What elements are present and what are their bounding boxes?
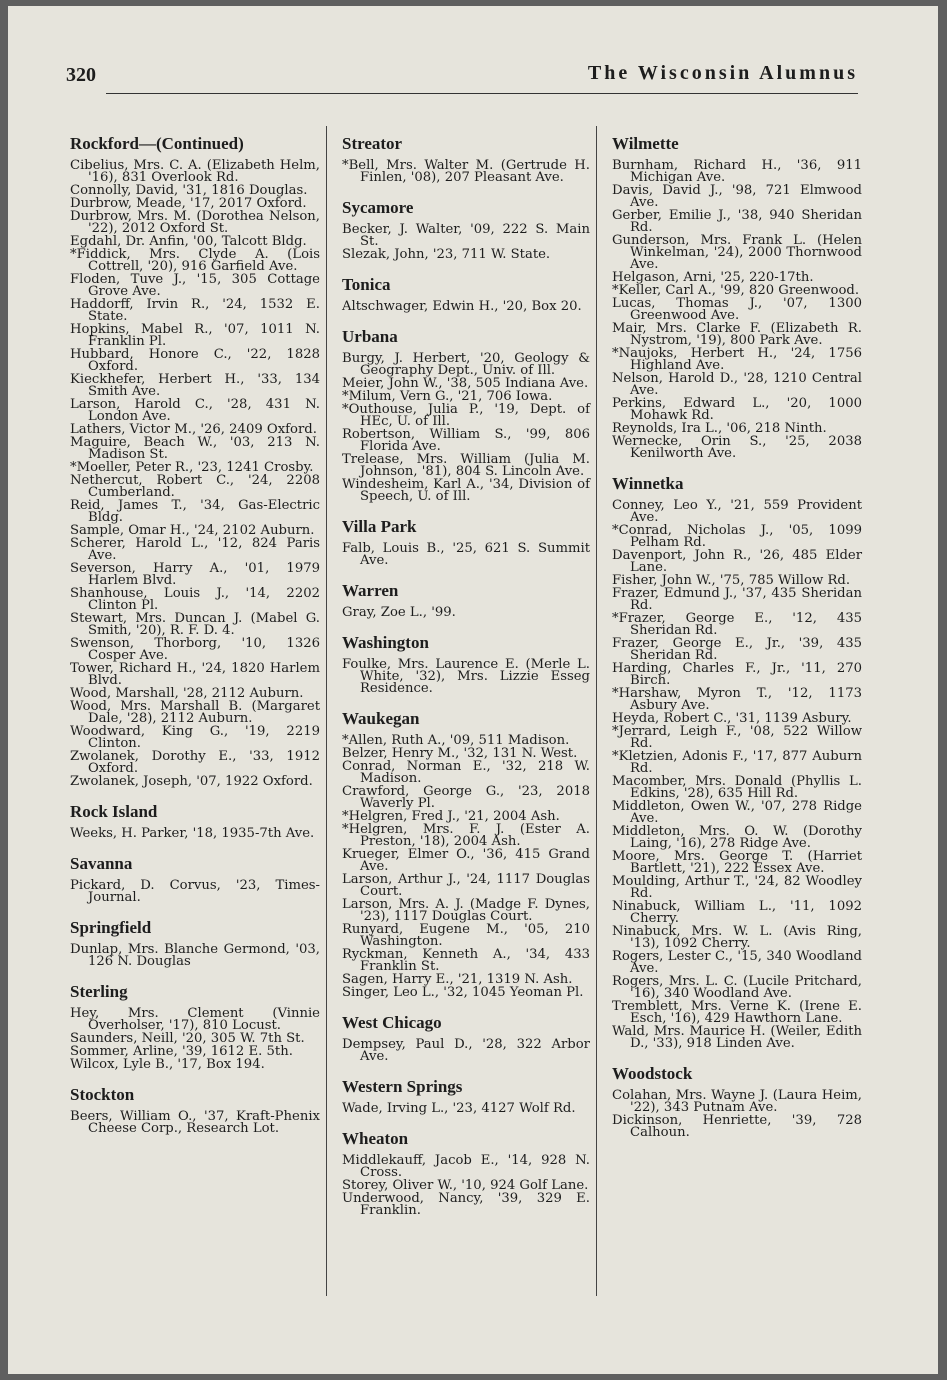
alumni-entry: Wood, Marshall, '28, 2112 Auburn.: [70, 686, 304, 701]
alumni-entry: Dickinson, Henriette, '39, 728 Calhoun.: [612, 1113, 862, 1140]
alumni-entry: Zwolanek, Joseph, '07, 1922 Oxford.: [70, 774, 313, 789]
alumni-entry: Burgy, J. Herbert, '20, Geology & Geography Dept., Univ. of Ill.: [342, 351, 590, 378]
town-section: [70, 134, 320, 788]
alumni-entry: *Helgren, Mrs. F. J. (Ester A. Preston, '18), 2004 Ash.: [342, 822, 590, 849]
town-section: [342, 517, 590, 567]
alumni-entry: Sagen, Harry E., '21, 1319 N. Ash.: [342, 972, 573, 987]
town-section: [342, 581, 590, 619]
alumni-entry: Saunders, Neill, '20, 305 W. 7th St.: [70, 1031, 305, 1046]
alumni-entry: Moore, Mrs. George T. (Harriet Bartlett, '21), 222 Essex Ave.: [612, 849, 862, 876]
town-heading: Woodstock: [612, 1064, 693, 1083]
alumni-entry: Nelson, Harold D., '28, 1210 Central Ave.: [612, 371, 862, 398]
alumni-entry: Ninabuck, Mrs. W. L. (Avis Ring, '13), 1092 Cherry.: [612, 924, 862, 951]
alumni-entry: Rogers, Mrs. L. C. (Lucile Pritchard, '16), 340 Woodland Ave.: [612, 974, 862, 1001]
alumni-entry: Heyda, Robert C., '31, 1139 Asbury.: [612, 711, 852, 726]
town-heading: Springfield: [70, 918, 152, 937]
alumni-entry: Singer, Leo L., '32, 1045 Yeoman Pl.: [342, 985, 584, 1000]
alumni-entry: Egdahl, Dr. Anfin, '00, Talcott Bldg.: [70, 234, 307, 249]
town-heading: West Chicago: [342, 1013, 442, 1032]
alumni-entry: Harding, Charles F., Jr., '11, 270 Birch.: [612, 661, 862, 688]
town-heading: Sycamore: [342, 198, 414, 217]
town-heading: Rockford—(Continued): [70, 134, 244, 153]
alumni-entry: Wade, Irving L., '23, 4127 Wolf Rd.: [342, 1101, 576, 1116]
alumni-entry: *Keller, Carl A., '99, 820 Greenwood.: [612, 283, 860, 298]
alumni-entry: Fisher, John W., '75, 785 Willow Rd.: [612, 573, 851, 588]
alumni-entry: Davis, David J., '98, 721 Elmwood Ave.: [612, 183, 862, 210]
alumni-entry: Floden, Tuve J., '15, 305 Cottage Grove Ave.: [70, 272, 320, 299]
town-heading: Washington: [342, 633, 429, 652]
town-heading: Waukegan: [342, 709, 420, 728]
alumni-entry: Burnham, Richard H., '36, 911 Michigan Ave.: [612, 158, 862, 185]
alumni-entry: Dempsey, Paul D., '28, 322 Arbor Ave.: [342, 1037, 590, 1064]
alumni-entry: Foulke, Mrs. Laurence E. (Merle L. White, '32), Mrs. Lizzie Esseg Residence.: [342, 657, 590, 696]
alumni-entry: Lucas, Thomas J., '07, 1300 Greenwood Ave.: [612, 296, 862, 323]
alumni-entry: Conrad, Norman E., '32, 218 W. Madison.: [342, 759, 590, 786]
alumni-entry: Durbrow, Meade, '17, 2017 Oxford.: [70, 196, 307, 211]
town-heading: Wilmette: [612, 134, 679, 153]
alumni-entry: *Allen, Ruth A., '09, 511 Madison.: [342, 733, 570, 748]
alumni-entry: Middleton, Owen W., '07, 278 Ridge Ave.: [612, 799, 862, 826]
alumni-entry: Cibelius, Mrs. C. A. (Elizabeth Helm, '16), 831 Overlook Rd.: [70, 158, 320, 185]
alumni-entry: Dunlap, Mrs. Blanche Germond, '03, 126 N. Douglas: [70, 942, 320, 969]
alumni-entry: Gray, Zoe L., '99.: [342, 605, 456, 620]
alumni-entry: Altschwager, Edwin H., '20, Box 20.: [342, 299, 582, 314]
alumni-entry: Middlekauff, Jacob E., '14, 928 N. Cross.: [342, 1153, 590, 1180]
alumni-entry: Hey, Mrs. Clement (Vinnie Overholser, '17), 810 Locust.: [70, 1006, 320, 1033]
town-heading: Streator: [342, 134, 403, 153]
alumni-entry: Helgason, Arni, '25, 220-17th.: [612, 270, 814, 285]
alumni-entry: Connolly, David, '31, 1816 Douglas.: [70, 183, 308, 198]
alumni-entry: Zwolanek, Dorothy E., '33, 1912 Oxford.: [70, 749, 320, 776]
alumni-entry: Ninabuck, William L., '11, 1092 Cherry.: [612, 899, 862, 926]
alumni-entry: Frazer, Edmund J., '37, 435 Sheridan Rd.: [612, 586, 862, 613]
town-section: [612, 474, 862, 1050]
column-divider: [596, 126, 597, 1296]
town-section: [70, 918, 320, 968]
alumni-entry: Sommer, Arline, '39, 1612 E. 5th.: [70, 1044, 293, 1059]
alumni-entry: Runyard, Eugene M., '05, 210 Washington.: [342, 922, 590, 949]
alumni-entry: Haddorff, Irvin R., '24, 1532 E. State.: [70, 297, 320, 324]
town-heading: Tonica: [342, 275, 391, 294]
alumni-entry: Rogers, Lester C., '15, 340 Woodland Ave.: [612, 949, 862, 976]
alumni-entry: *Outhouse, Julia P., '19, Dept. of HEc, U. of Ill.: [342, 402, 590, 429]
directory-column-3: [612, 134, 862, 1140]
town-section: [342, 275, 590, 313]
alumni-entry: Conney, Leo Y., '21, 559 Provident Ave.: [612, 498, 862, 525]
alumni-entry: Lathers, Victor M., '26, 2409 Oxford.: [70, 422, 317, 437]
town-section: [342, 1129, 590, 1217]
alumni-entry: Frazer, George E., Jr., '39, 435 Sheridan Rd.: [612, 636, 862, 663]
town-heading: Villa Park: [342, 517, 417, 536]
header-rule: [106, 93, 858, 94]
alumni-entry: Underwood, Nancy, '39, 329 E. Franklin.: [342, 1191, 590, 1218]
alumni-entry: Tremblett, Mrs. Verne K. (Irene E. Esch, '16), 429 Hawthorn Lane.: [612, 999, 862, 1026]
alumni-entry: *Naujoks, Herbert H., '24, 1756 Highland Ave.: [612, 346, 862, 373]
alumni-entry: Woodward, King G., '19, 2219 Clinton.: [70, 724, 320, 751]
directory-column-2: [342, 134, 590, 1218]
alumni-entry: Hubbard, Honore C., '22, 1828 Oxford.: [70, 347, 320, 374]
alumni-entry: Belzer, Henry M., '32, 131 N. West.: [342, 746, 578, 761]
alumni-entry: Larson, Mrs. A. J. (Madge F. Dynes, '23), 1117 Douglas Court.: [342, 897, 590, 924]
town-section: [342, 198, 590, 261]
alumni-entry: Larson, Arthur J., '24, 1117 Douglas Court.: [342, 872, 590, 899]
alumni-entry: *Moeller, Peter R., '23, 1241 Crosby.: [70, 460, 314, 475]
town-heading: Sterling: [70, 982, 128, 1001]
alumni-entry: Falb, Louis B., '25, 621 S. Summit Ave.: [342, 541, 590, 568]
town-heading: Winnetka: [612, 474, 684, 493]
town-section: [70, 854, 320, 904]
alumni-entry: Reynolds, Ira L., '06, 218 Ninth.: [612, 421, 827, 436]
alumni-entry: Weeks, H. Parker, '18, 1935-7th Ave.: [70, 826, 315, 841]
alumni-entry: Swenson, Thorborg, '10, 1326 Cosper Ave.: [70, 636, 320, 663]
alumni-entry: Moulding, Arthur T., '24, 82 Woodley Rd.: [612, 874, 862, 901]
alumni-entry: Larson, Harold C., '28, 431 N. London Ave.: [70, 397, 320, 424]
alumni-entry: Severson, Harry A., '01, 1979 Harlem Blvd.: [70, 561, 320, 588]
town-section: [70, 982, 320, 1071]
alumni-entry: *Bell, Mrs. Walter M. (Gertrude H. Finlen, '08), 207 Pleasant Ave.: [342, 158, 590, 185]
alumni-entry: *Jerrard, Leigh F., '08, 522 Willow Rd.: [612, 724, 862, 751]
town-section: [342, 1013, 590, 1063]
alumni-entry: Becker, J. Walter, '09, 222 S. Main St.: [342, 222, 590, 249]
town-section: [342, 709, 590, 999]
alumni-entry: Sample, Omar H., '24, 2102 Auburn.: [70, 523, 315, 538]
alumni-entry: Reid, James T., '34, Gas-Electric Bldg.: [70, 498, 320, 525]
page-header: [66, 62, 858, 96]
alumni-entry: *Frazer, George E., '12, 435 Sheridan Rd.: [612, 611, 862, 638]
town-section: [342, 134, 590, 184]
alumni-entry: Beers, William O., '37, Kraft-Phenix Cheese Corp., Research Lot.: [70, 1109, 320, 1136]
alumni-entry: Perkins, Edward L., '20, 1000 Mohawk Rd.: [612, 396, 862, 423]
alumni-entry: *Milum, Vern G., '21, 706 Iowa.: [342, 389, 553, 404]
alumni-entry: Hopkins, Mabel R., '07, 1011 N. Franklin Pl.: [70, 322, 320, 349]
town-heading: Warren: [342, 581, 399, 600]
town-heading: Rock Island: [70, 802, 158, 821]
town-section: [70, 802, 320, 840]
alumni-entry: Gerber, Emilie J., '38, 940 Sheridan Rd.: [612, 208, 862, 235]
alumni-entry: *Helgren, Fred J., '21, 2004 Ash.: [342, 809, 560, 824]
alumni-entry: Wilcox, Lyle B., '17, Box 194.: [70, 1057, 265, 1072]
alumni-entry: *Kletzien, Adonis F., '17, 877 Auburn Rd.: [612, 749, 862, 776]
alumni-entry: Crawford, George G., '23, 2018 Waverly Pl.: [342, 784, 590, 811]
alumni-entry: *Harshaw, Myron T., '12, 1173 Asbury Ave.: [612, 686, 862, 713]
alumni-entry: Kieckhefer, Herbert H., '33, 134 Smith Ave.: [70, 372, 320, 399]
alumni-entry: Wernecke, Orin S., '25, 2038 Kenilworth Ave.: [612, 434, 862, 461]
directory-column-1: [70, 134, 320, 1136]
alumni-entry: Stewart, Mrs. Duncan J. (Mabel G. Smith, '20), R. F. D. 4.: [70, 611, 320, 638]
alumni-entry: Shanhouse, Louis J., '14, 2202 Clinton Pl.: [70, 586, 320, 613]
alumni-entry: Ryckman, Kenneth A., '34, 433 Franklin St.: [342, 947, 590, 974]
alumni-entry: Middleton, Mrs. O. W. (Dorothy Laing, '16), 278 Ridge Ave.: [612, 824, 862, 851]
alumni-entry: Trelease, Mrs. William (Julia M. Johnson, '81), 804 S. Lincoln Ave.: [342, 452, 590, 479]
alumni-entry: Maguire, Beach W., '03, 213 N. Madison St.: [70, 435, 320, 462]
town-heading: Urbana: [342, 327, 398, 346]
town-section: [612, 134, 862, 460]
column-divider: [326, 126, 327, 1296]
alumni-entry: Robertson, William S., '99, 806 Florida Ave.: [342, 427, 590, 454]
alumni-entry: Wald, Mrs. Maurice H. (Weiler, Edith D., '33), 918 Linden Ave.: [612, 1024, 862, 1051]
alumni-entry: Pickard, D. Corvus, '23, Times-Journal.: [70, 878, 320, 905]
town-heading: Western Springs: [342, 1077, 463, 1096]
town-heading: Wheaton: [342, 1129, 409, 1148]
town-section: [612, 1064, 862, 1139]
alumni-entry: Krueger, Elmer O., '36, 415 Grand Ave.: [342, 847, 590, 874]
alumni-entry: *Conrad, Nicholas J., '05, 1099 Pelham Rd.: [612, 523, 862, 550]
town-section: [70, 1085, 320, 1135]
alumni-entry: Scherer, Harold L., '12, 824 Paris Ave.: [70, 536, 320, 563]
alumni-entry: Durbrow, Mrs. M. (Dorothea Nelson, '22), 2012 Oxford St.: [70, 209, 320, 236]
alumni-entry: *Fiddick, Mrs. Clyde A. (Lois Cottrell, '20), 916 Garfield Ave.: [70, 247, 320, 274]
page-number: 320: [66, 64, 96, 86]
alumni-entry: Nethercut, Robert C., '24, 2208 Cumberland.: [70, 473, 320, 500]
magazine-page: [8, 6, 938, 1374]
alumni-entry: Mair, Mrs. Clarke F. (Elizabeth R. Nystrom, '19), 800 Park Ave.: [612, 321, 862, 348]
town-section: [342, 633, 590, 695]
town-heading: Stockton: [70, 1085, 135, 1104]
alumni-entry: Storey, Oliver W., '10, 924 Golf Lane.: [342, 1178, 589, 1193]
alumni-entry: Meier, John W., '38, 505 Indiana Ave.: [342, 376, 589, 391]
town-section: [342, 1077, 590, 1115]
alumni-entry: Wood, Mrs. Marshall B. (Margaret Dale, '28), 2112 Auburn.: [70, 699, 320, 726]
magazine-title: The Wisconsin Alumnus: [587, 62, 858, 84]
alumni-entry: Slezak, John, '23, 711 W. State.: [342, 247, 551, 262]
alumni-entry: Macomber, Mrs. Donald (Phyllis L. Edkins, '28), 635 Hill Rd.: [612, 774, 862, 801]
alumni-entry: Gunderson, Mrs. Frank L. (Helen Winkelman, '24), 2000 Thornwood Ave.: [612, 233, 862, 272]
alumni-entry: Windesheim, Karl A., '34, Division of Speech, U. of Ill.: [342, 477, 590, 504]
alumni-entry: Davenport, John R., '26, 485 Elder Lane.: [612, 548, 862, 575]
town-section: [342, 327, 590, 503]
alumni-entry: Tower, Richard H., '24, 1820 Harlem Blvd.: [70, 661, 320, 688]
alumni-entry: Colahan, Mrs. Wayne J. (Laura Heim, '22), 343 Putnam Ave.: [612, 1088, 862, 1115]
town-heading: Savanna: [70, 854, 133, 873]
